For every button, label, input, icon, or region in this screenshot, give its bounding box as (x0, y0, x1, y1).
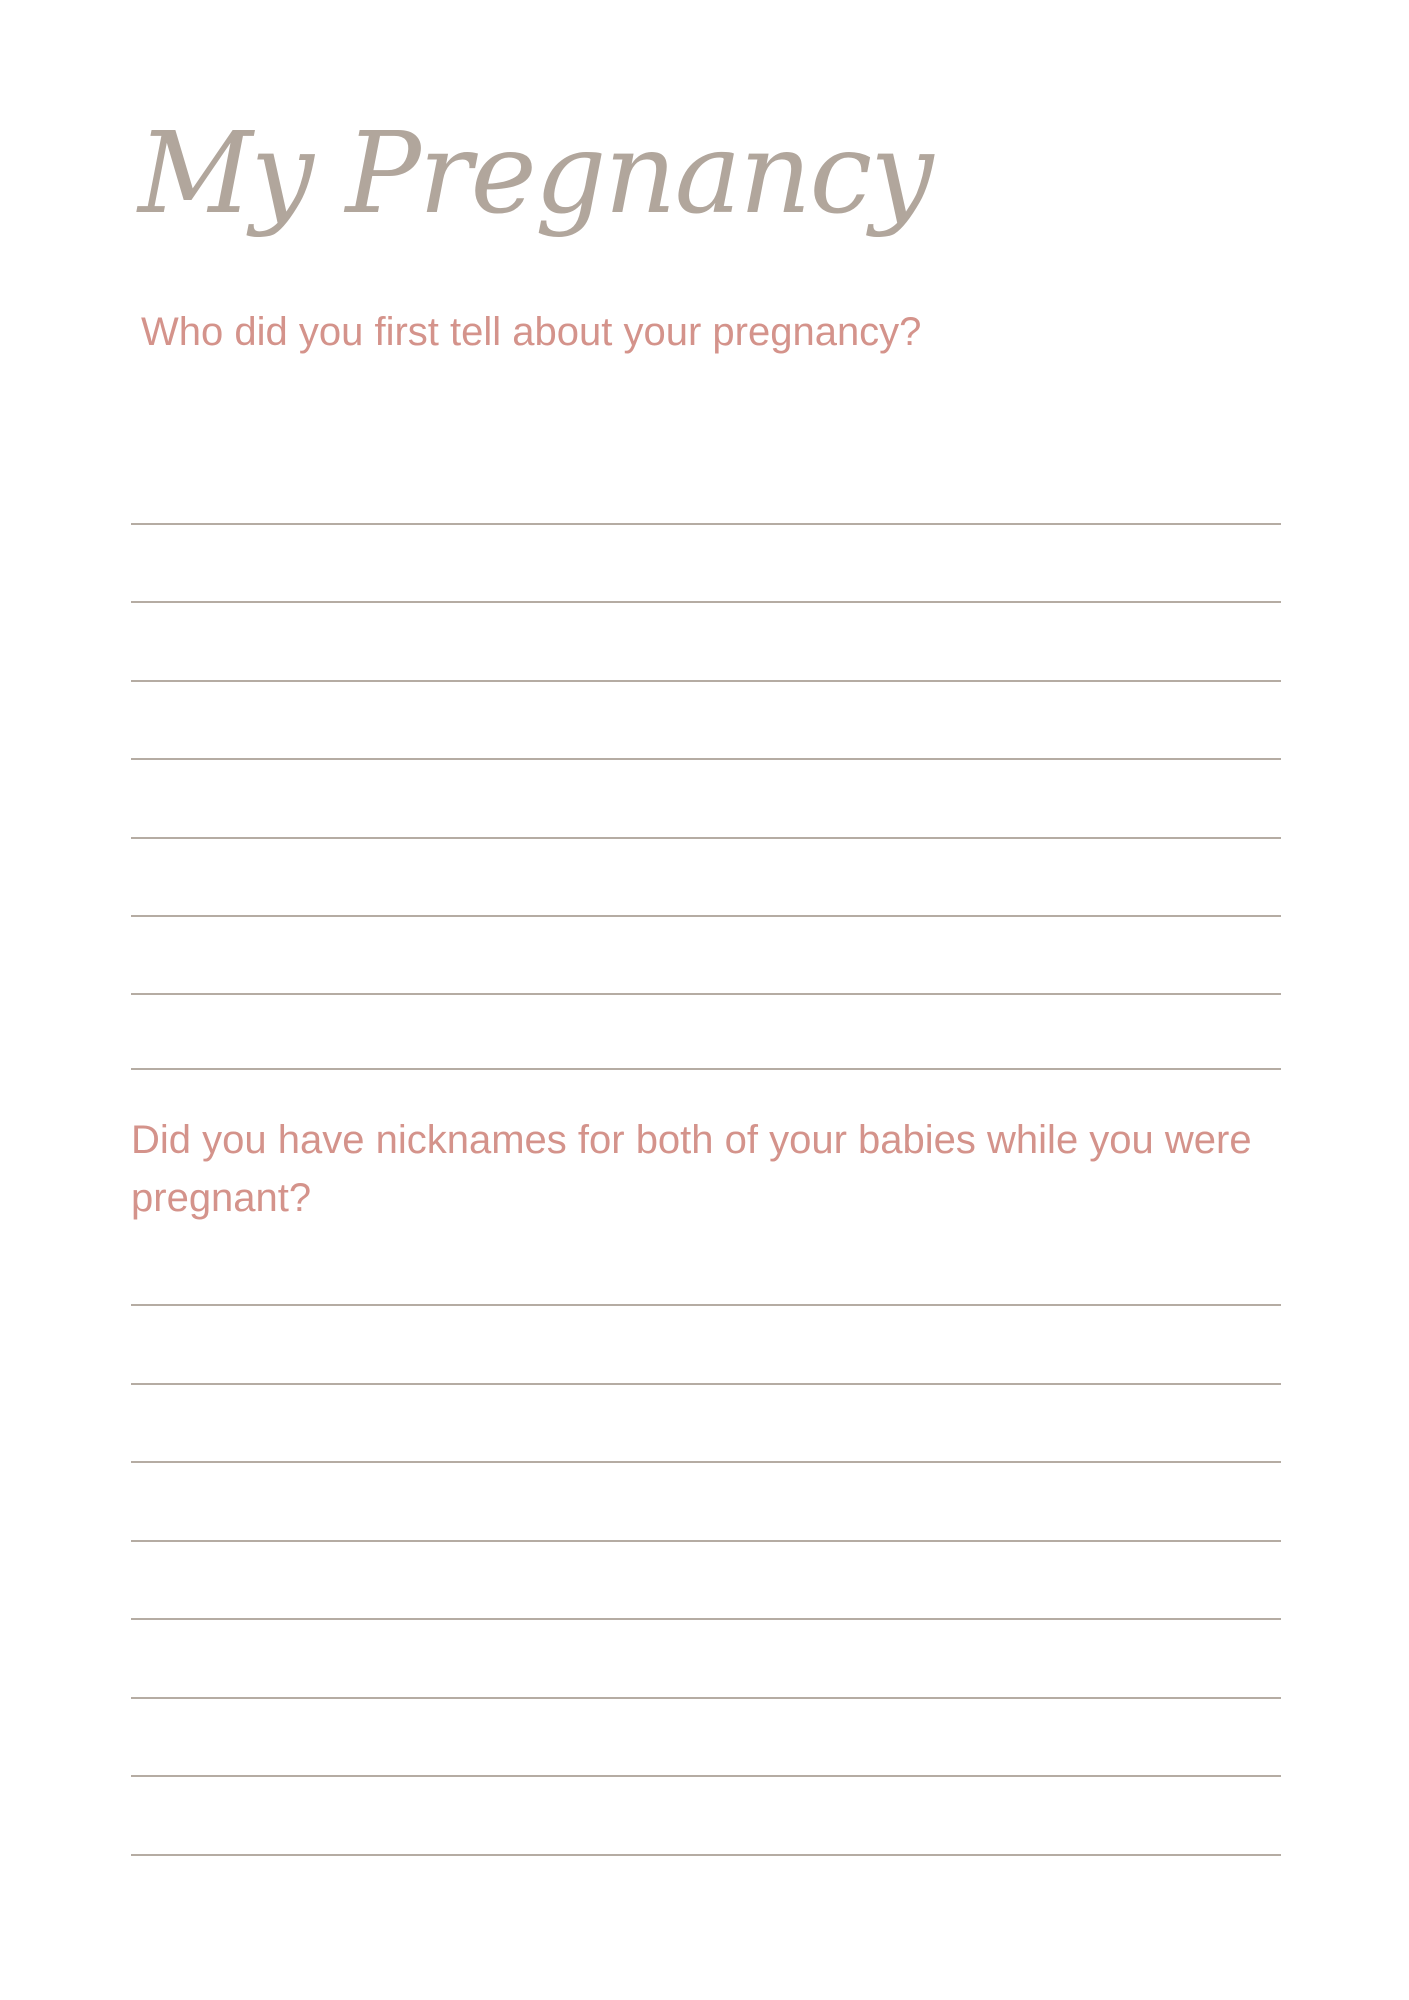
answer-1-line-6[interactable] (131, 915, 1281, 917)
answer-1-line-3[interactable] (131, 680, 1281, 682)
answer-1-line-7[interactable] (131, 993, 1281, 995)
question-2: Did you have nicknames for both of your babies while you were pregnant? (131, 1118, 1252, 1220)
answer-2-line-7[interactable] (131, 1775, 1281, 1777)
page-title: My Pregnancy (138, 109, 932, 239)
answer-1-line-5[interactable] (131, 837, 1281, 839)
answer-2-line-3[interactable] (131, 1461, 1281, 1463)
answer-2-line-2[interactable] (131, 1383, 1281, 1385)
answer-2-line-6[interactable] (131, 1697, 1281, 1699)
question-1: Who did you first tell about your pregnancy? (141, 310, 922, 354)
answer-1-line-4[interactable] (131, 758, 1281, 760)
answer-1-line-1[interactable] (131, 523, 1281, 525)
answer-2-line-1[interactable] (131, 1304, 1281, 1306)
answer-1-line-2[interactable] (131, 601, 1281, 603)
answer-2-line-5[interactable] (131, 1618, 1281, 1620)
answer-2-line-8[interactable] (131, 1854, 1281, 1856)
answer-2-line-4[interactable] (131, 1540, 1281, 1542)
answer-1-line-8[interactable] (131, 1068, 1281, 1070)
